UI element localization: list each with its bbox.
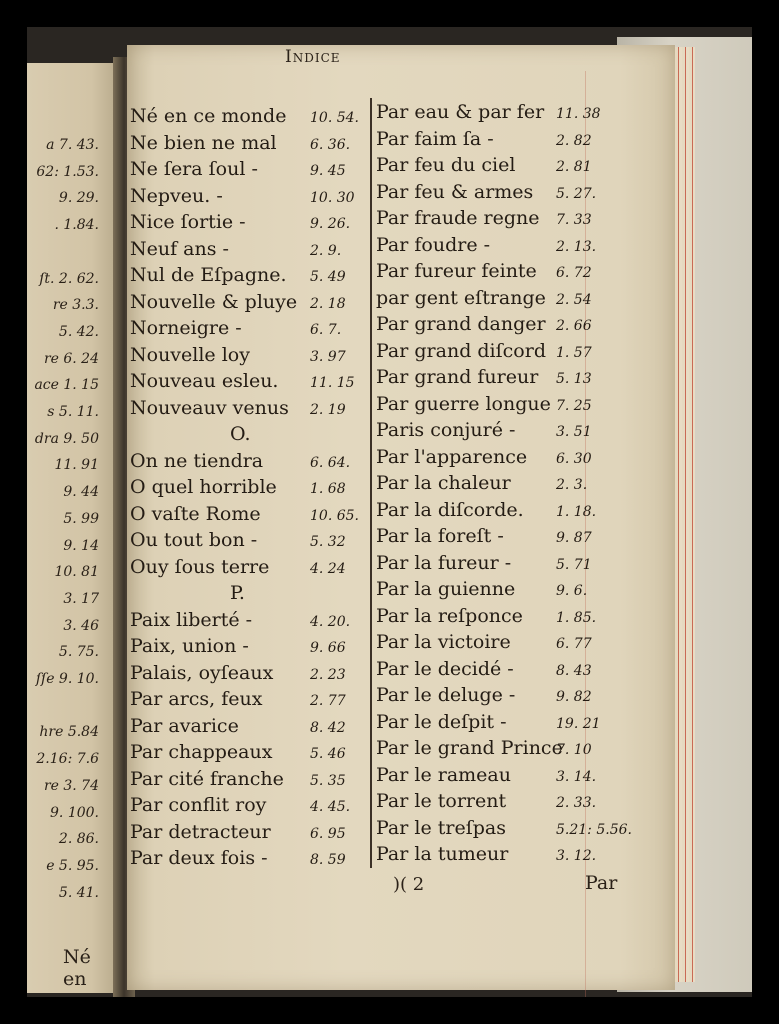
left-page — [27, 63, 119, 993]
left-page-fragment: re 3. 74 — [43, 777, 99, 794]
entry-reference: 6. 36. — [310, 136, 351, 153]
entry-text: Par foudre - — [376, 233, 491, 256]
entry-text: Par la fureur - — [376, 551, 512, 574]
left-page-fragment: 2. 86. — [58, 831, 99, 848]
entry-text: Par fraude regne — [376, 207, 540, 229]
entry-reference: 2. 77 — [310, 693, 346, 709]
left-page-fragment: e 5. 95. — [46, 857, 99, 874]
left-page-fragment: 3. 46 — [63, 617, 99, 634]
left-page-fragment: hre 5.84 — [39, 724, 99, 741]
entry-reference: 1. 18. — [556, 503, 597, 520]
entry-reference: 8. 43 — [556, 662, 592, 679]
entry-text: Paix, union - — [130, 635, 249, 657]
entry-reference: 2. 9. — [310, 242, 342, 259]
entry-text: Nouvelle & pluye — [130, 290, 298, 313]
entry-text: Par l'apparence — [376, 445, 528, 468]
left-page-fragment: s 5. 11. — [47, 404, 99, 420]
entry-reference: 11. 15 — [310, 375, 355, 391]
entry-reference: 3. 51 — [556, 424, 592, 440]
entry-reference: 7. 33 — [556, 212, 592, 228]
entry-reference: 5. 35 — [310, 772, 346, 789]
left-page-fragment: ſt. 2. 62. — [39, 270, 99, 287]
entry-reference: 2. 81 — [556, 159, 592, 175]
entry-reference: 1. 85. — [556, 609, 597, 626]
entry-text: Nepveu. - — [130, 184, 223, 207]
entry-text: Par cité franche — [130, 767, 284, 790]
entry-text: O. — [230, 423, 251, 445]
entry-text: Nouveau esleu. — [130, 370, 279, 392]
entry-text: Norneigre - — [130, 317, 242, 339]
entry-reference: 10. 54. — [310, 110, 359, 126]
left-page-fragment: 5. 41. — [58, 884, 99, 901]
entry-text: Palais, oyſeaux — [130, 661, 274, 684]
entry-reference: 3. 14. — [556, 768, 597, 785]
entry-text: Né en ce monde — [130, 105, 287, 127]
entry-text: Par la diſcorde. — [376, 498, 524, 521]
entry-text: Par avarice — [130, 714, 239, 737]
entry-reference: 1. 57 — [556, 344, 592, 361]
entry-reference: 2. 18 — [310, 295, 346, 312]
entry-reference: 5. 32 — [310, 534, 346, 550]
entry-text: Par detracteur — [130, 820, 271, 843]
left-page-fragment: 9. 29. — [58, 190, 99, 207]
left-page-fragment: 9. 100. — [50, 804, 99, 821]
entry-reference: 5.21: 5.56. — [556, 821, 632, 838]
entry-text: Par grand fureur — [376, 366, 539, 388]
left-page-fragment: 10. 81 — [54, 564, 99, 581]
entry-text: Par le rameau — [376, 763, 511, 786]
entry-text: Paix liberté - — [130, 608, 253, 631]
entry-reference: 2. 82 — [556, 132, 592, 149]
entry-reference: 4. 24 — [310, 560, 346, 577]
entry-text: Nul de Eſpagne. — [130, 264, 287, 286]
catchword: Par — [585, 872, 618, 894]
entry-text: P. — [230, 582, 245, 604]
entry-text: Par la tumeur — [376, 843, 509, 865]
entry-reference: 9. 87 — [556, 530, 592, 546]
left-page-fragment: 3. 17 — [63, 590, 99, 607]
entry-text: Par fureur feinte — [376, 260, 537, 282]
entry-text: Par faim ſa - — [376, 127, 494, 150]
entry-reference: 5. 27. — [556, 185, 597, 202]
entry-text: Par grand diſcord — [376, 339, 546, 362]
entry-text: Par la guienne — [376, 578, 516, 600]
entry-text: Ne bien ne mal — [130, 131, 277, 154]
entry-reference: 4. 20. — [310, 613, 351, 630]
left-page-fragment: 5. 42. — [58, 323, 99, 340]
entry-text: Par le torrent — [376, 790, 507, 812]
entry-reference: 5. 13 — [556, 371, 592, 387]
entry-reference: 6. 95 — [310, 825, 346, 842]
entry-text: Par eau & par fer — [376, 101, 545, 123]
column-rule — [370, 98, 372, 868]
entry-reference: 5. 49 — [310, 269, 346, 285]
entry-text: Neuf ans - — [130, 237, 229, 260]
left-catchword: Né en — [63, 946, 91, 990]
entry-text: par gent eſtrange — [376, 286, 546, 309]
entry-text: O vaſte Rome — [130, 502, 261, 525]
entry-text: Par grand danger — [376, 313, 546, 335]
entry-reference: 4. 45. — [310, 799, 351, 815]
entry-text: Par la victoire — [376, 631, 511, 653]
entry-reference: 5. 46 — [310, 746, 346, 762]
entry-text: Par le deſpit - — [376, 710, 507, 733]
left-page-fragment: 9. 44 — [63, 484, 99, 501]
left-page-fragment: dra 9. 50 — [34, 430, 99, 447]
entry-reference: 6. 64. — [310, 454, 351, 471]
page-header: Indice — [285, 47, 341, 67]
left-page-fragment: re 6. 24 — [43, 350, 99, 367]
entry-reference: 3. 97 — [310, 348, 346, 365]
left-page-fragment: . 1.84. — [54, 217, 99, 234]
entry-text: Ouy ſous terre — [130, 555, 270, 578]
entry-reference: 8. 59 — [310, 852, 346, 868]
left-page-fragment: re 3.3. — [52, 297, 99, 314]
entry-reference: 3. 12. — [556, 848, 597, 864]
entry-reference: 6. 77 — [556, 636, 592, 652]
entry-reference: 9. 6. — [556, 583, 588, 599]
entry-reference: 6. 30 — [556, 450, 592, 467]
entry-reference: 8. 42 — [310, 719, 346, 736]
left-page-fragment: 62: 1.53. — [36, 163, 99, 180]
left-page-fragment: 5. 99 — [63, 510, 99, 527]
entry-reference: 7. 10 — [556, 742, 592, 758]
entry-reference: 10. 30 — [310, 189, 355, 206]
entry-reference: 2. 33. — [556, 795, 597, 811]
entry-reference: 6. 72 — [556, 265, 592, 281]
left-page-fragment: 2.16: 7.6 — [36, 751, 99, 768]
entry-text: Par le deluge - — [376, 684, 516, 706]
left-page-fragment: 9. 14 — [63, 537, 99, 554]
entry-reference: 2. 23 — [310, 666, 346, 683]
entry-text: Par la chaleur — [376, 472, 511, 494]
entry-text: O quel horrible — [130, 476, 277, 498]
left-page-fragment: ſſe 9. 10. — [35, 671, 99, 687]
entry-text: Par le treſpas — [376, 816, 506, 839]
entry-reference: 9. 66 — [310, 640, 346, 656]
left-page-fragment: ace 1. 15 — [34, 377, 99, 394]
entry-text: Paris conjuré - — [376, 419, 516, 441]
entry-reference: 7. 25 — [556, 397, 592, 414]
entry-reference: 2. 54 — [556, 291, 592, 308]
entry-reference: 2. 13. — [556, 238, 597, 255]
entry-reference: 10. 65. — [310, 507, 359, 524]
entry-reference: 1. 68 — [310, 481, 346, 497]
entry-reference: 5. 71 — [556, 556, 592, 573]
entry-text: Par le grand Prince — [376, 737, 563, 759]
entry-reference: 2. 3. — [556, 477, 588, 493]
entry-text: Par feu du ciel — [376, 154, 516, 176]
left-page-fragment: a 7. 43. — [46, 137, 99, 153]
entry-text: Par conflit roy — [130, 794, 267, 816]
entry-reference: 11. 38 — [556, 106, 601, 122]
entry-text: Par guerre longue — [376, 392, 551, 415]
entry-text: Par le decidé - — [376, 657, 514, 680]
entry-text: Nice ſortie - — [130, 211, 246, 233]
entry-text: Par feu & armes — [376, 180, 534, 203]
entry-reference: 9. 26. — [310, 216, 351, 232]
entry-reference: 19. 21 — [556, 715, 601, 732]
entry-text: Nouvelle loy — [130, 343, 250, 366]
entry-text: Par deux fois - — [130, 847, 268, 869]
entry-text: Par arcs, feux — [130, 688, 263, 710]
entry-text: Nouveauv venus — [130, 396, 289, 419]
entry-reference: 6. 7. — [310, 322, 342, 338]
entry-text: Ne ſera ſoul - — [130, 158, 258, 180]
entry-reference: 9. 82 — [556, 689, 592, 705]
entry-text: Par la foreſt - — [376, 525, 504, 547]
entry-reference: 2. 19 — [310, 401, 346, 418]
entry-reference: 9. 45 — [310, 163, 346, 179]
left-page-fragment: 5. 75. — [58, 644, 99, 661]
entry-text: Par la reſponce — [376, 604, 523, 627]
entry-text: On ne tiendra — [130, 449, 264, 472]
entry-text: Par chappeaux — [130, 741, 273, 763]
signature-mark: )( 2 — [393, 874, 425, 895]
entry-text: Ou tout bon - — [130, 529, 258, 551]
entry-reference: 2. 66 — [556, 318, 592, 334]
left-page-fragment: 11. 91 — [54, 457, 99, 474]
